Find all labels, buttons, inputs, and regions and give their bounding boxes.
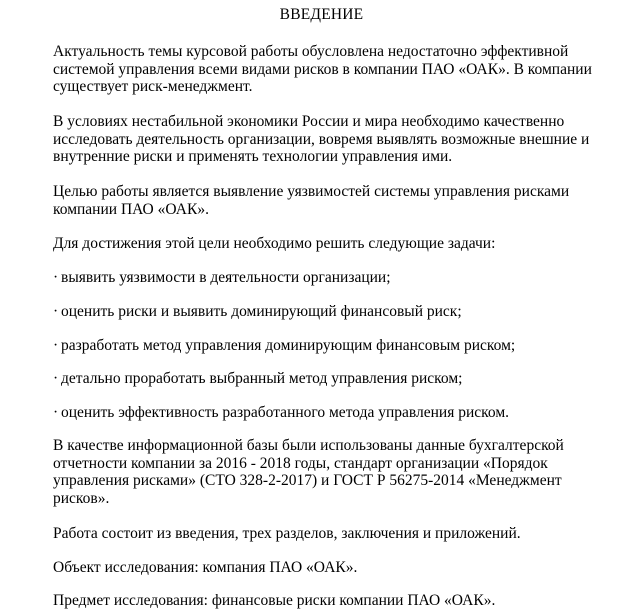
task-list-item [53,269,598,287]
task-text: детально проработать выбранный метод управления риском; [61,370,463,387]
bullet-marker: · [53,269,59,286]
bullet-marker: · [53,337,59,354]
task-list-item [53,303,598,321]
task-list-item [53,337,598,355]
paragraph-structure: Работа состоит из введения, трех разделов, заключения и приложений. [53,525,521,542]
paragraph-info-base: В качестве информационной базы были использованы данные бухгалтерской отчетности компании за 2016 - 2018 годы, стандарт организации «Порядок управления рисками» (СТО 328-2-2017) и ГОСТ Р 56275-2014 «Менеджмент рисков». [53,437,564,507]
task-text: оценить эффективность разработанного метода управления риском. [61,404,510,421]
paragraph-object: Объект исследования: компания ПАО «ОАК». [53,559,358,576]
bullet-marker: · [53,404,59,421]
task-text: выявить уязвимости в деятельности организации; [61,269,391,286]
paragraph-conditions: В условиях нестабильной экономики России и мира необходимо качественно исследовать деятельность организации, вовремя выявлять возможные внешние и внутренние риски и применять технологии управления ими. [53,113,590,165]
bullet-marker: · [53,370,59,387]
paragraph-subject: Предмет исследования: финансовые риски компании ПАО «ОАК». [53,592,496,609]
task-text: оценить риски и выявить доминирующий финансовый риск; [61,303,462,320]
paragraph-goal: Целью работы является выявление уязвимостей системы управления рисками компании ПАО «ОАК». [53,183,570,218]
paragraph-tasks-intro: Для достижения этой цели необходимо решить следующие задачи: [53,235,496,252]
paragraph-relevance: Актуальность темы курсовой работы обусловлена недостаточно эффективной системой управления всеми видами рисков в компании ПАО «ОАК». В компании существует риск-менеджмент. [53,43,592,95]
task-list-item [53,370,598,388]
task-list-item [53,404,598,422]
task-text: разработать метод управления доминирующим финансовым риском; [61,337,516,354]
page-title: ВВЕДЕНИЕ [279,6,364,23]
bullet-marker: · [53,303,59,320]
